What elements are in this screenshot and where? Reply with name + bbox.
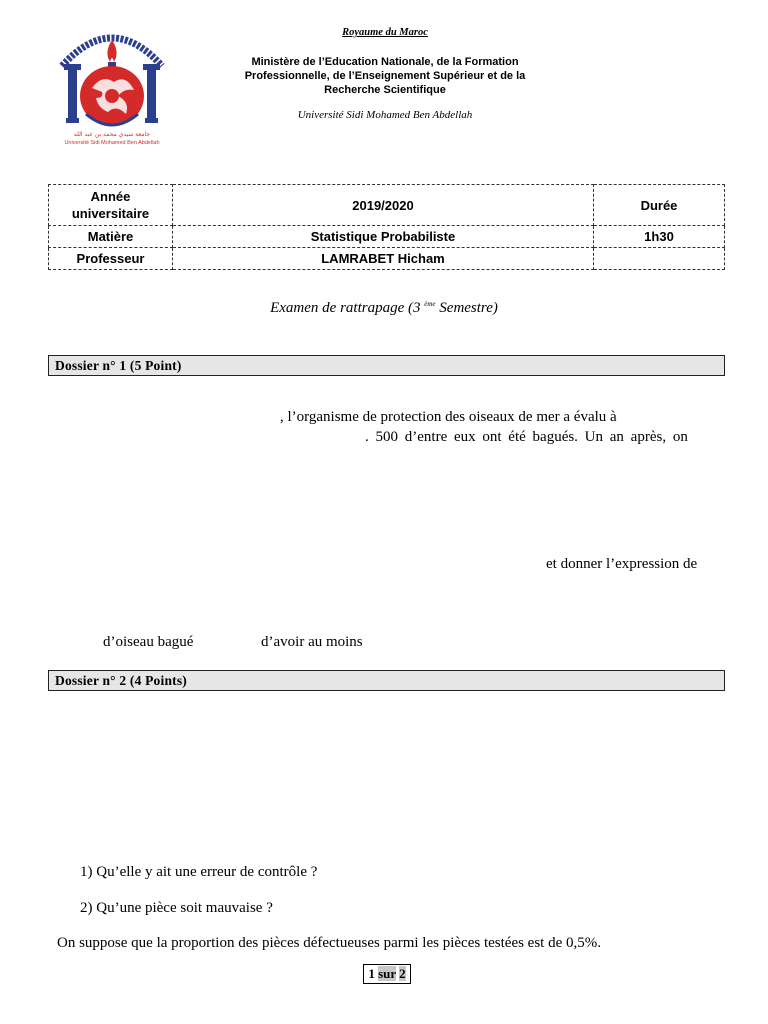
exam-title-prefix: Examen de rattrapage (3 [270,300,421,316]
table-row [49,185,725,226]
dossier-2-header: Dossier n° 2 (4 Points) [48,670,725,691]
exam-title [0,300,768,317]
svg-text:Université Sidi Mohamed Ben Ab: Université Sidi Mohamed Ben Abdellah [64,140,160,146]
table-cell-label: Professeur [49,248,173,270]
exam-title-suffix: Semestre) [435,300,498,316]
dossier-1-line-3: et donner l’expression de [546,556,698,572]
svg-text:جامعة سيدي محمد بن عبد الله: جامعة سيدي محمد بن عبد الله [73,131,151,138]
ministry-line-2: Professionnelle, de l’Enseignement Supérieur et de la [244,70,526,82]
question-1: 1) Qu’elle y ait une erreur de contrôle ? [80,864,318,880]
ministry-line-3: Recherche Scientifique [324,84,446,96]
table-cell-label: Année universitaire [49,185,173,226]
dossier-1-line-2-text: . 500 d’entre eux ont été bagués. Un an après, on [365,429,688,445]
dossier-1-line-1: , l’organisme de protection des oiseaux de mer a évalu à [280,409,617,425]
page-total: 2 [399,966,406,981]
page-number [363,964,411,984]
dossier-1-line-4b: d’avoir au moins [261,634,363,650]
page-separator: sur [378,966,396,981]
question-2: 2) Qu’une pièce soit mauvaise ? [80,900,273,916]
table-cell-label: Matière [49,226,173,248]
exam-title-sup: ème [424,300,436,308]
ministry-line-1: Ministère de l’Education Nationale, de la Formation [251,56,519,68]
table-row [49,226,725,248]
table-cell-label: Durée [594,185,725,226]
dossier-1-line-4a: d’oiseau bagué [103,634,194,650]
page-current: 1 [368,966,375,981]
dossier-1-header: Dossier n° 1 (5 Point) [48,355,725,376]
table-cell-value: LAMRABET Hicham [173,248,594,270]
table-cell-value: 1h30 [594,226,725,248]
ministry-name [220,55,550,97]
table-row [49,248,725,270]
university-logo [52,18,172,148]
dossier-1-line-2 [365,429,716,446]
table-cell-value: 2019/2020 [173,185,594,226]
table-cell-value: Statistique Probabiliste [173,226,594,248]
kingdom-title: Royaume du Maroc [342,27,428,38]
exam-info-table [48,184,725,270]
table-cell-value [594,248,725,270]
dossier-2-note: On suppose que la proportion des pièces défectueuses parmi les pièces testées est de 0,5%. [57,935,601,951]
university-name: Université Sidi Mohamed Ben Abdellah [297,109,473,121]
